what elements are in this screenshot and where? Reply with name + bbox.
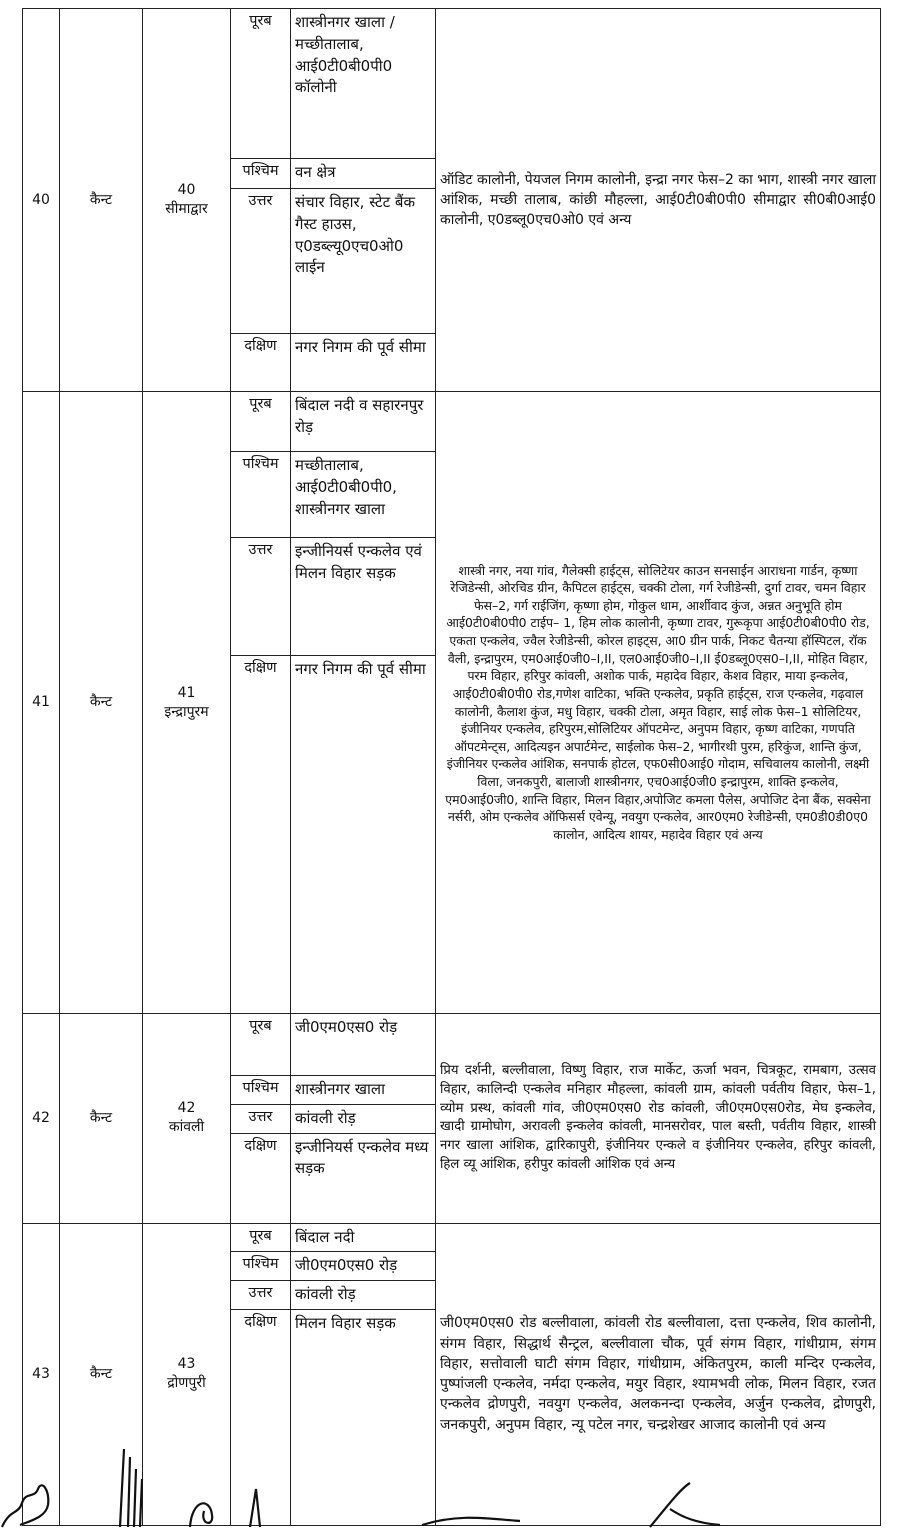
direction-label: पूरब <box>231 1223 291 1252</box>
direction-label: पूरब <box>231 1014 291 1076</box>
direction-label: पश्चिम <box>231 1252 291 1281</box>
boundary-text: इन्जीनियर्स एन्कलेव मध्य सड़क <box>291 1133 436 1223</box>
ward-cell <box>143 9 231 392</box>
boundary-text: मिलन विहार सड़क <box>291 1309 436 1525</box>
direction-label: पूरब <box>231 9 291 159</box>
boundary-text: जी0एम0एस0 रोड़ <box>291 1014 436 1076</box>
included-areas: ऑडिट कालोनी, पेयजल निगम कालोनी, इन्द्रा नगर फेस–2 का भाग, शास्त्री नगर खाला आंशिक, मच्छी तालाब, कांछी मौहल्ला, आई0टी0बी0पी0 सीमाद्वार सी0बी0आई0 कालोनी, ए0डब्लू0एच0ओ0 एवं अन्य <box>436 9 881 392</box>
boundary-text: कांवली रोड़ <box>291 1281 436 1310</box>
ward-number: 41 <box>177 684 196 701</box>
boundary-text: वन क्षेत्र <box>291 159 436 189</box>
table-row <box>23 1223 881 1252</box>
ward-number: 40 <box>177 182 196 199</box>
ward-cell <box>143 1014 231 1224</box>
boundary-text: नगर निगम की पूर्व सीमा <box>291 656 436 1014</box>
ward-name: द्रोणपुरी <box>167 1375 206 1392</box>
boundary-text: मच्छीतालाब, आई0टी0बी0पी0, शास्त्रीनगर खाला <box>291 452 436 538</box>
table-row <box>23 9 881 159</box>
boundary-text: संचार विहार, स्टेट बैंक गैस्ट हाउस, ए0डब्ल्यू0एच0ओ0 लाईन <box>291 189 436 334</box>
zone-name: कैन्ट <box>60 392 143 1014</box>
signature-left <box>0 1469 70 1529</box>
ward-cell <box>143 392 231 1014</box>
direction-label: उत्तर <box>231 538 291 656</box>
direction-label: उत्तर <box>231 1281 291 1310</box>
serial-number: 41 <box>23 392 60 1014</box>
direction-label: पश्चिम <box>231 1076 291 1105</box>
ward-number: 43 <box>177 1356 196 1373</box>
direction-label: पूरब <box>231 392 291 452</box>
included-areas: जी0एम0एस0 रोड बल्लीवाला, कांवली रोड बल्लीवाला, दत्ता एन्कलेव, शिव कालोनी, संगम विहार, सिद्धार्थ सैन्ट्रल, बल्लीवाला चौक, पूर्व संगम विहार, गांधीग्राम, संगम विहार, सत्तोवाली घाटी संगम विहार, गांधीग्राम, अंकितपुरम, काली मन्दिर एन्कलेव, पुष्पांजली एन्कलेव, नर्मदा एन्कलेव, मयुर विहार, श्यामभवी लोक, मिलन विहार, रजत एन्कलेव द्रोणपुरी, नवयुग एन्कलेव, अलकनन्दा एन्कलेव, अर्जुन एन्कलेव, द्रोणपुरी, जनकपुरी, अनुपम विहार, न्यू पटेल नगर, चन्द्रशेखर आजाद कालोनी एवं अन्य <box>436 1223 881 1525</box>
table-row <box>23 1014 881 1076</box>
direction-label: उत्तर <box>231 1104 291 1133</box>
boundary-text: बिंदाल नदी <box>291 1223 436 1252</box>
direction-label: पश्चिम <box>231 452 291 538</box>
zone-name: कैन्ट <box>60 9 143 392</box>
direction-label: पश्चिम <box>231 159 291 189</box>
included-areas: प्रिय दर्शनी, बल्लीवाला, विष्णु विहार, राज मार्केट, ऊर्जा भवन, चित्रकूट, रामबाग, उत्सव विहार, कालिन्दी एन्कलेव मनिहार मौहल्ला, कांवली ग्राम, कांवली पर्वतीय विहार, फेस–1, व्योम प्रस्थ, कांवली गांव, जी0एम0एस0 रोड कांवली, जी0एम0एस0रोड, मेघ इन्कलेव, खादी ग्रामोघोग, अरावली इन्कलेव कांवली, मानसरोवर, पाल बस्ती, पर्वतीय विहार, शास्त्री नगर खाला आंशिक, द्वारिकापुरी, इंजीनियर एन्कले व इंजीनियर एन्कलेव, हरिपुर कांवली, हिल व्यू आंशिक, हरीपुर कांवली आंशिक एवं अन्य <box>436 1014 881 1224</box>
boundary-text: शास्त्रीनगर खाला <box>291 1076 436 1105</box>
serial-number: 43 <box>23 1223 60 1525</box>
boundary-text: कांवली रोड़ <box>291 1104 436 1133</box>
serial-number: 42 <box>23 1014 60 1224</box>
ward-name: सीमाद्वार <box>165 201 208 217</box>
boundary-text: जी0एम0एस0 रोड़ <box>291 1252 436 1281</box>
direction-label: उत्तर <box>231 189 291 334</box>
direction-label: दक्षिण <box>231 334 291 392</box>
ward-boundary-table <box>22 8 881 1526</box>
zone-name: कैन्ट <box>60 1014 143 1224</box>
direction-label: दक्षिण <box>231 656 291 1014</box>
boundary-text: शास्त्रीनगर खाला / मच्छीतालाब, आई0टी0बी0पी0 कॉलोनी <box>291 9 436 159</box>
direction-label: दक्षिण <box>231 1133 291 1223</box>
boundary-text: बिंदाल नदी व सहारनपुर रोड़ <box>291 392 436 452</box>
ward-name: इन्द्रापुरम <box>164 703 209 720</box>
boundary-text: इन्जीनियर्स एन्कलेव एवं मिलन विहार सड़क <box>291 538 436 656</box>
boundary-text: नगर निगम की पूर्व सीमा <box>291 334 436 392</box>
zone-name: कैन्ट <box>60 1223 143 1525</box>
direction-label: दक्षिण <box>231 1309 291 1525</box>
ward-number: 42 <box>177 1100 196 1117</box>
included-areas: शास्त्री नगर, नया गांव, गैलेक्सी हाईट्स, सोलिटेयर काउन सनसाईन आराधना गार्डन, कृष्णा रेजिडेन्सी, ओरचिड ग्रीन, कैपिटल हाईट्स, चक्की टोला, गर्ग रेजीडेन्सी, दुर्गा टावर, चमन विहार फेस–2, गर्ग राईजिंग, कृष्णा होम, गोकुल धाम, आर्शीवाद कुंज, अन्नत अनुभूति होम आई0टी0बी0पी0 टाईप– 1, हिम लोक कालोनी, कृष्णा टावर, गुरूकृपा आई0टी0बी0पी0 रोड, एकता एन्कलेव, ज्वैल रेजीडेन्सी, कोरल हाइट्स, आ0 ग्रीन पार्क, निकट चैतन्या हॉस्पिटल, रॉक वैली, इन्द्रापुरम, एम0आई0जी0–I,II, एल0आई0जी0–I,II ई0डब्लू0एस0–I,II, मोहित विहार, परम विहार, हरिपुर कांवली, अशोक पार्क, महादेव विहार, केशव विहार, माया इन्कलेव, आई0टी0बी0पी0 रोड,गणेश वाटिका, भक्ति एन्कलेव, प्रकृति हाईट्स, राज एन्कलेव, गढ़वाल कालोनी, कैलाश कुंज, मधु विहार, चक्की टोला, अमृत विहार, साई लोक फेस–1 सोलिटियर, इंजीनियर एन्कलेव, हरिपुरम,सोलिटियर ऑपटमेन्ट, अनुपम विहार, कृष्ण वाटिका, गणपति ऑपटमेन्ट्स, आदित्यइन अपार्टमेन्ट, साईलोक फेस–2, भागीरथी पुरम, हरिकुंज, शान्ति कुंज, इंजीनियर एन्कलेव आंशिक, सनपार्क होटल, एफ0सी0आई0 गोदाम, सचिवालय कालोनी, लक्ष्मी विला, जनकपुरी, बालाजी शास्त्रीनगर, एच0आई0जी0 इन्द्रापुरम, शाक्ति इन्कलेव, एम0आई0जी0, शान्ति विहार, मिलन विहार,अपोजिट कमला पैलेस, अपोजिट देना बैंक, सक्सेना नर्सरी, ओम एन्कलेव ऑफिसर्स एवेन्यू, नवयुग एन्कलेव, आर0एम0 रेजीडेन्सी, एम0डी0डी0ए0 कालोन, आदित्य शायर, महादेव विहार एवं अन्य <box>436 392 881 1014</box>
signature-middle <box>100 1439 300 1529</box>
serial-number: 40 <box>23 9 60 392</box>
signature-right <box>420 1479 750 1529</box>
table-row <box>23 392 881 452</box>
ward-name: कांवली <box>168 1119 205 1136</box>
